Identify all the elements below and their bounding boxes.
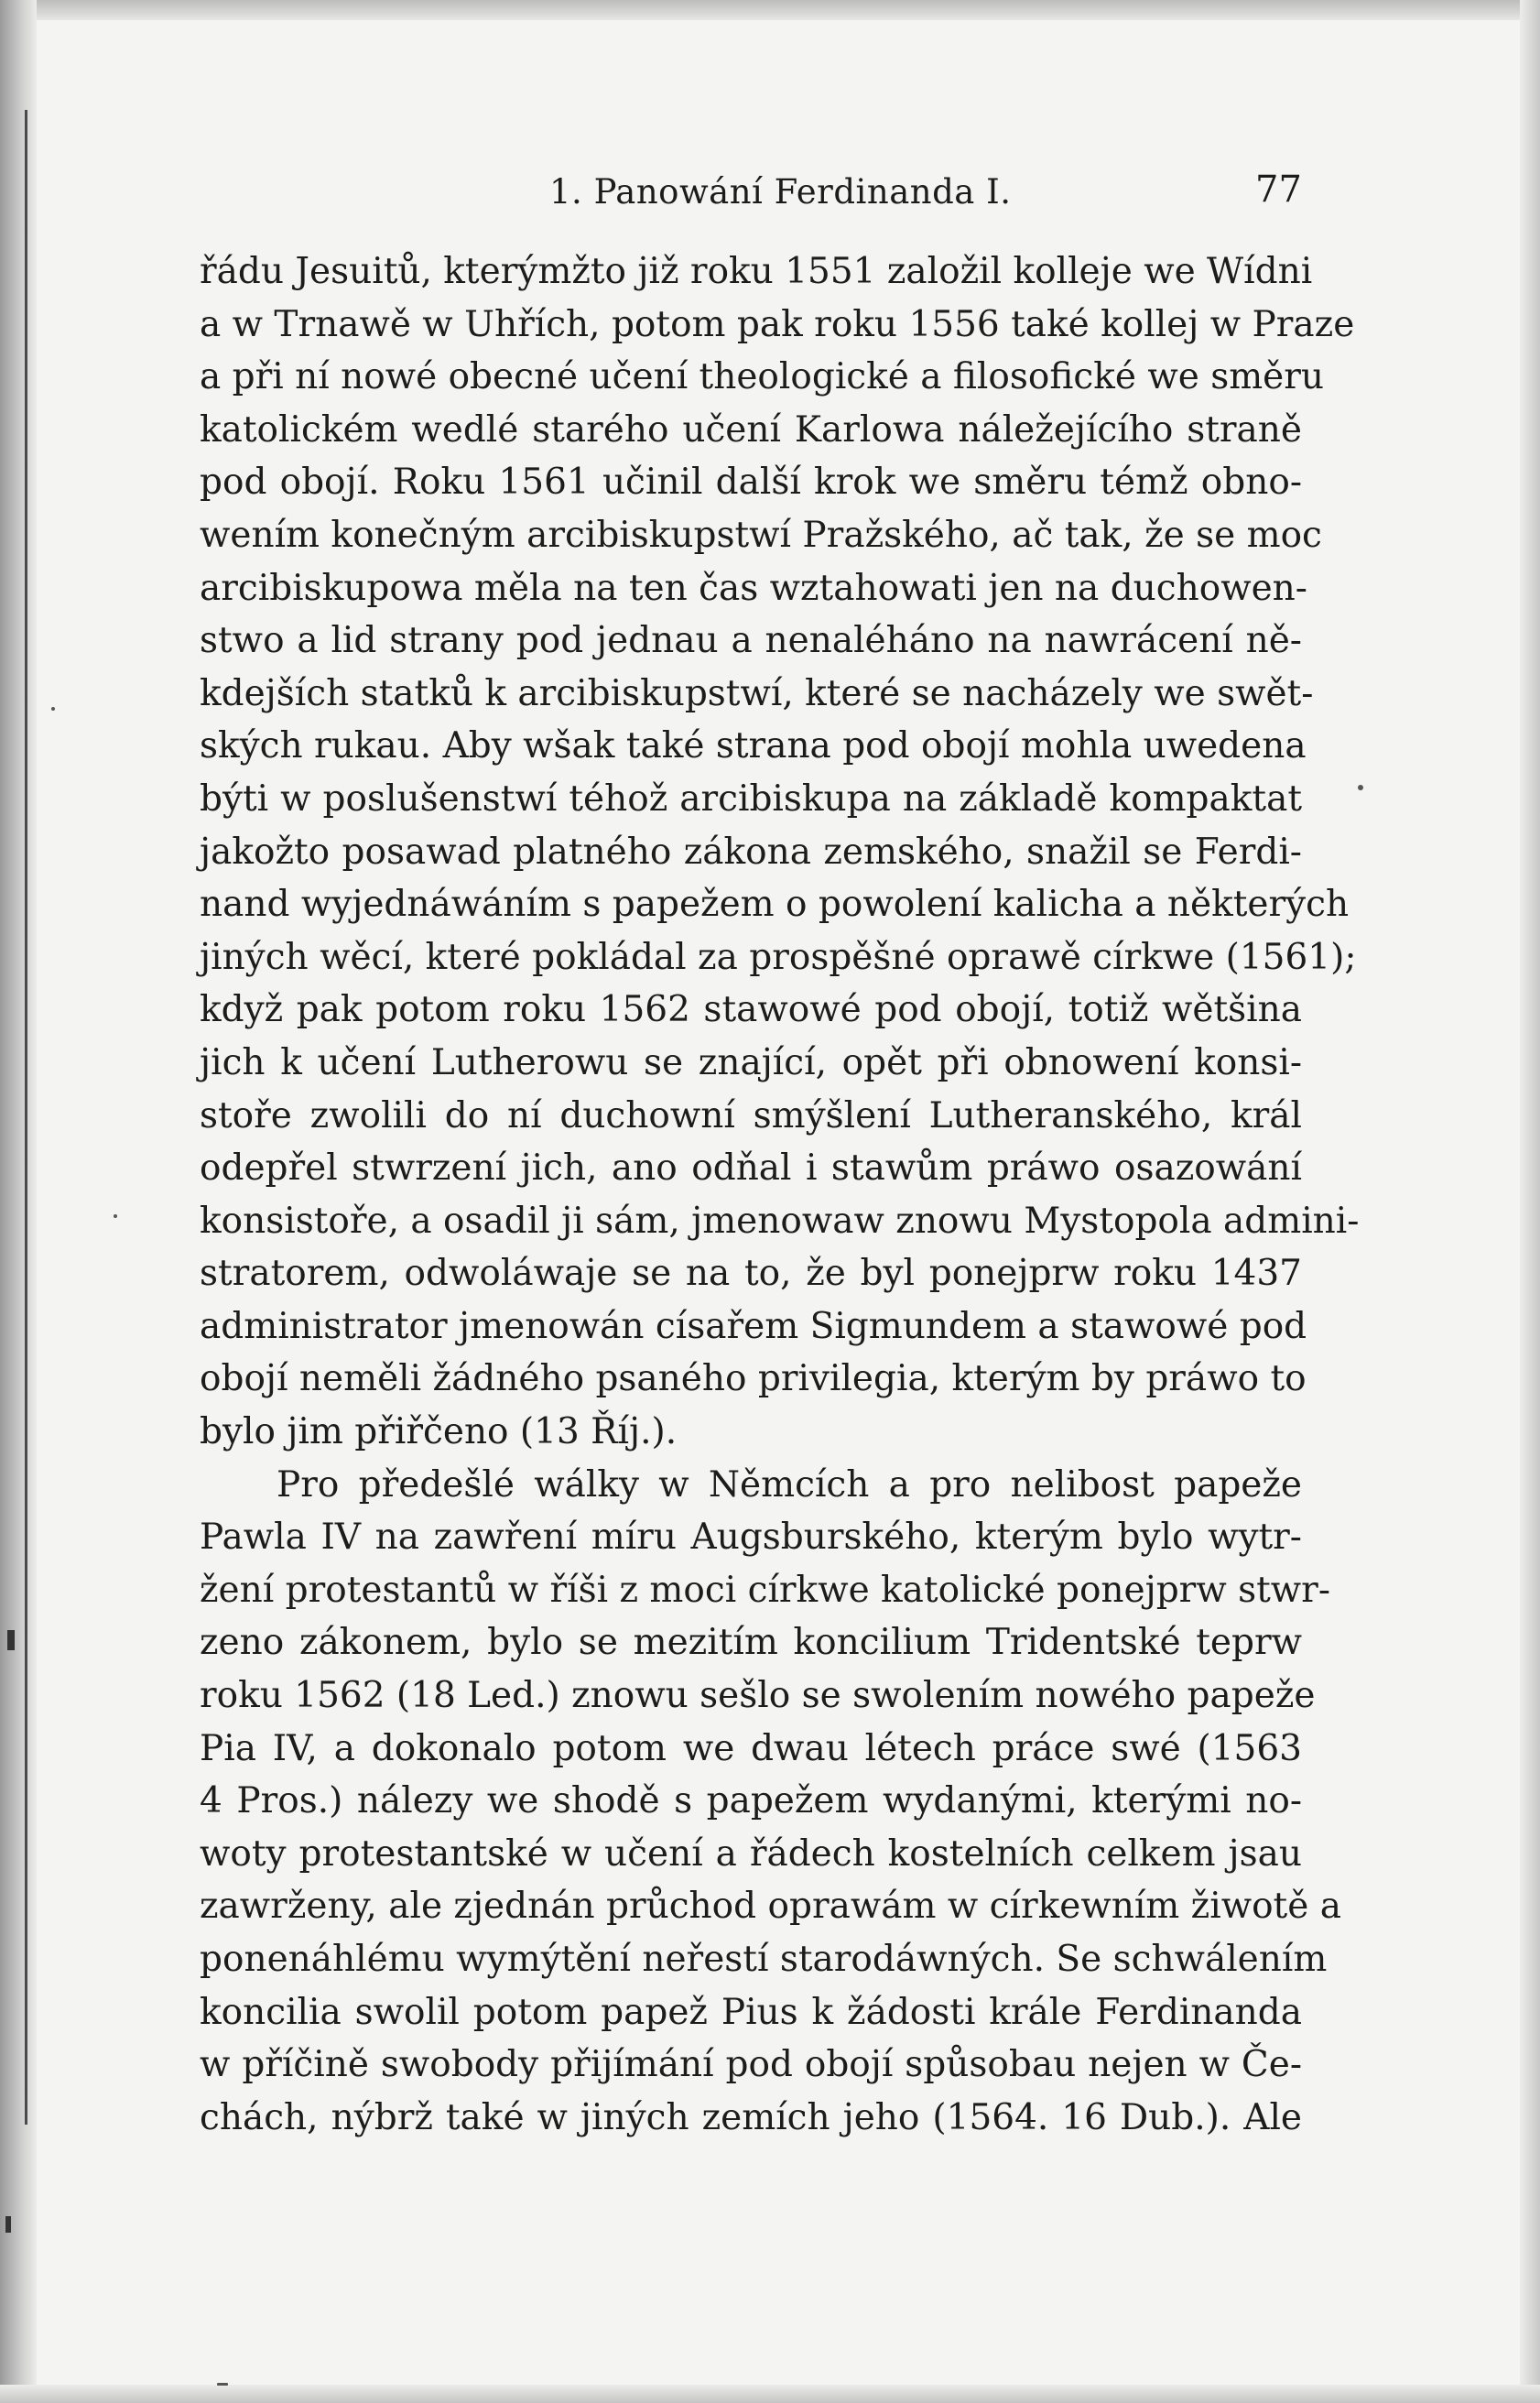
text-line: jakožto posawad platného zákona zemského, snažil se Ferdi- [200,831,1302,873]
text-line: konsistoře, a osadil ji sám, jmenowaw znowu Mystopola admini- [200,1200,1360,1242]
ink-speck [217,2383,228,2386]
text-line: wením konečným arcibiskupstwí Pražského, ač tak, že se moc [200,514,1322,556]
text-line: administrator jmenowán císařem Sigmundem a stawowé pod [200,1305,1307,1347]
text-line: stratorem, odwoláwaje se na to, že byl ponejprw roku 1437 [200,1253,1302,1295]
text-line: býti w poslušenstwí téhož arcibiskupa na základě kompaktat [200,777,1302,820]
text-line: arcibiskupowa měla na ten čas wztahowati jen na duchowen- [200,567,1307,609]
text-line: obojí neměli žádného psaného privilegia, kterým by práwo to [200,1358,1307,1400]
body-text [200,245,1360,2144]
text-line: koncilia swolil potom papež Pius k žádosti krále Ferdinanda [200,1991,1302,2033]
text-line: woty protestantské w učení a řádech kostelních celkem jsau [200,1832,1302,1875]
text-line: ských rukau. Aby wšak také strana pod obojí mohla uwedena [200,725,1307,767]
text-line: Pia IV, a dokonalo potom we dwau létech práce swé (1563 [200,1727,1302,1769]
text-line: nand wyjednáwáním s papežem o powolení kalicha a některých [200,884,1350,926]
ink-speck [114,1214,117,1218]
ink-speck [51,707,55,711]
running-title: 1. Panowání Ferdinanda I. [549,172,1012,212]
text-line: stwo a lid strany pod jednau a nenaléháno na nawrácení ně- [200,620,1302,662]
paragraph-end-line: bylo jim přiřčeno (13 Říj.). [200,1411,678,1453]
scan-left-edge [0,0,37,2403]
text-line: katolickém wedlé starého učení Karlowa náležejícího straně [200,408,1302,451]
margin-mark [7,1630,15,1650]
scan-top-edge [37,0,1540,20]
text-line: jiných wěcí, které pokládal za prospěšné oprawě církwe (1561); [200,936,1357,978]
text-line: 4 Pros.) nálezy we shodě s papežem wydanými, kterými no- [200,1780,1302,1822]
text-line: když pak potom roku 1562 stawowé pod obojí, totiž wětšina [200,989,1302,1031]
text-line: zeno zákonem, bylo se mezitím koncilium Tridentské teprw [200,1622,1302,1664]
text-line: roku 1562 (18 Led.) znowu sešlo se swolením nowého papeže [200,1675,1316,1717]
paragraph-start-line: Pro předešlé wálky w Němcích a pro nelibost papeže [277,1463,1302,1506]
text-line: a při ní nowé obecné učení theologické a filosofické we směru [200,356,1325,398]
text-line: ponenáhlému wymýtění neřestí starodáwných. Se schwálením [200,1939,1328,1980]
text-line: chách, nýbrž také w jiných zemích jeho (1564. 16 Dub.). Ale [200,2096,1302,2138]
text-line: w příčině swobody přijímání pod obojí spůsobau nejen w Če- [200,2044,1302,2086]
text-line: a w Trnawě w Uhřích, potom pak roku 1556 také kollej w Praze [200,303,1355,345]
text-line: zawrženy, ale zjednán průchod oprawám w církewním žiwotě a [200,1886,1341,1928]
scan-right-edge [1520,0,1540,2403]
scan-bottom-edge [0,2385,1540,2403]
text-line: řádu Jesuitů, kterýmžto již roku 1551 založil kolleje we Wídni [200,251,1313,292]
binding-shadow-line [25,110,27,2125]
text-line: žení protestantů w říši z moci církwe katolické ponejprw stwr- [200,1569,1330,1611]
text-line: jich k učení Lutherowu se znající, opět při obnowení konsi- [200,1041,1302,1083]
text-line: Pawla IV na zawření míru Augsburského, kterým bylo wytr- [200,1517,1302,1559]
margin-mark [5,2216,11,2233]
text-line: stoře zwolili do ní duchowní smýšlení Lutheranského, král [200,1094,1302,1136]
text-line: odepřel stwrzení jich, ano odňal i stawům práwo osazowání [200,1147,1302,1190]
text-line: pod obojí. Roku 1561 učinil další krok we směru témž obno- [200,462,1302,504]
page-number: 77 [1255,169,1302,211]
ink-speck [1358,785,1363,790]
text-line: kdejších statků k arcibiskupstwí, které se nacházely we swět- [200,672,1314,714]
